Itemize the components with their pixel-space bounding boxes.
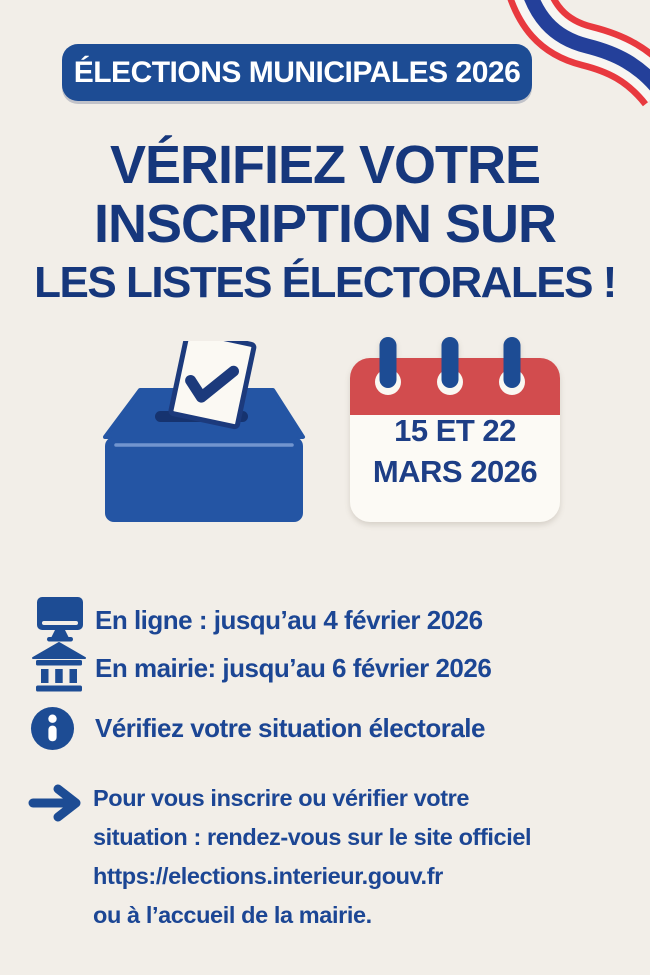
register-note-line-2: situation : rendez-vous sur le site officiel — [93, 824, 532, 850]
register-note-line-1: Pour vous inscrire ou vérifier votre — [93, 785, 470, 811]
headline-line-3: LES LISTES ÉLECTORALES ! — [34, 258, 616, 307]
headline-line-2: INSCRIPTION SUR — [93, 194, 557, 254]
election-dates — [348, 410, 562, 492]
election-dates-line-1: 15 ET 22 — [394, 413, 516, 448]
title-badge-label: ÉLECTIONS MUNICIPALES 2026 — [73, 55, 521, 89]
election-dates-line-2: MARS 2026 — [372, 454, 538, 489]
title-badge — [62, 44, 532, 101]
computer-monitor-icon — [34, 595, 86, 643]
info-circle-icon — [30, 706, 75, 751]
headline — [0, 136, 650, 312]
check-situation-text: Vérifiez votre situation électorale — [95, 713, 485, 743]
calendar-graphic — [348, 334, 562, 526]
headline-line-1: VÉRIFIEZ VOTRE — [109, 135, 541, 195]
deadline-townhall-text: En mairie: jusqu’au 6 février 2026 — [95, 653, 492, 683]
arrow-right-icon — [28, 784, 84, 822]
deadline-online-text: En ligne : jusqu’au 4 février 2026 — [95, 605, 483, 635]
town-hall-icon — [31, 642, 87, 692]
ballot-box-icon — [94, 341, 309, 526]
register-note — [93, 779, 531, 935]
register-note-line-4: ou à l’accueil de la mairie. — [93, 902, 372, 928]
register-note-url: https://elections.interieur.gouv.fr — [93, 863, 443, 889]
